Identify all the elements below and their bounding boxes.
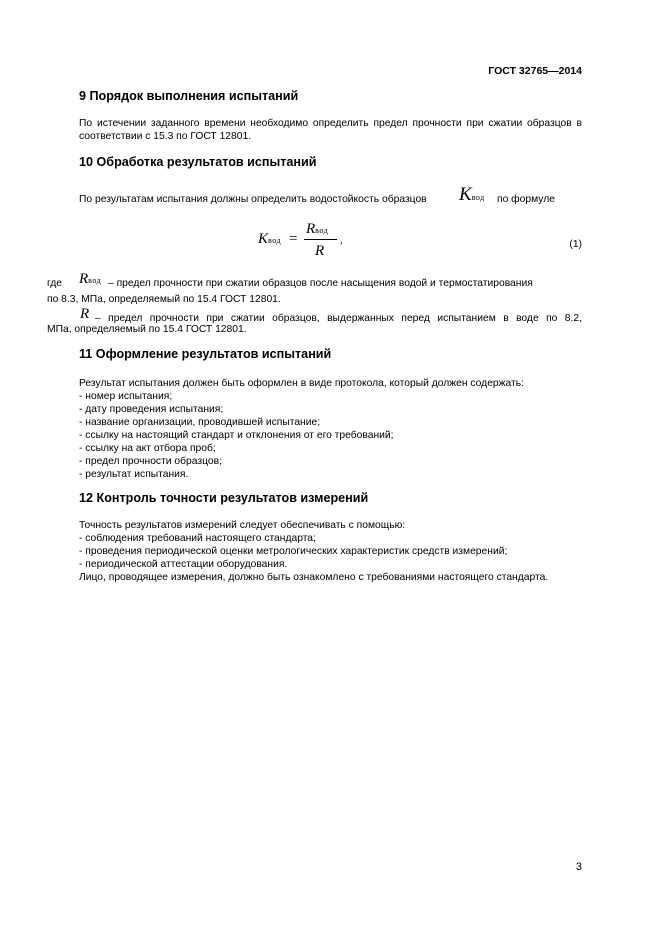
section-11-list: [79, 390, 394, 481]
list-item: - ссылку на настоящий стандарт и отклонения от его требований;: [79, 430, 394, 441]
formula-k-sub: вод: [268, 236, 282, 245]
section-12-closing-block: [47, 571, 582, 584]
formula-lhs: [258, 230, 281, 250]
intro-text: По результатам испытания должны определить водостойкость образцов: [79, 194, 427, 205]
formula-number: (1): [569, 239, 582, 250]
k-letter: K: [459, 184, 472, 205]
section-11-heading: 11 Оформление результатов испытаний: [79, 347, 332, 361]
section-9-paragraph: По истечении заданного времени необходимо определить предел прочности при сжатии образцов в соответствии с 15.3 по ГОСТ 12801.: [79, 118, 582, 142]
section-12-list: [79, 532, 507, 571]
formula-comma: ,: [340, 235, 343, 246]
formula-k: K: [258, 231, 269, 247]
formula-denominator: [315, 242, 324, 260]
def-r-line1: – предел прочности при сжатии образцов, выдержанных перед испытанием в воде по 8.2,: [95, 313, 582, 324]
def-r-sub: вод: [88, 276, 102, 285]
def-r-vod-line2: по 8.3, МПа, определяемый по 15.4 ГОСТ 12801.: [47, 294, 281, 305]
intro-formula-word: по формуле: [497, 194, 555, 205]
r-symbol: [80, 305, 89, 323]
section-12-intro: Точность результатов измерений следует обеспечивать с помощью:: [79, 520, 406, 531]
r-vod-symbol: [79, 270, 101, 290]
list-item: - номер испытания;: [79, 391, 173, 402]
document-header: ГОСТ 32765—2014: [488, 65, 582, 77]
list-item: - название организации, проводившей испытание;: [79, 417, 321, 428]
list-item: - результат испытания.: [79, 469, 189, 480]
def-r-line2: МПа, определяемый по 15.4 ГОСТ 12801.: [47, 324, 247, 335]
def-r-vod-line1: – предел прочности при сжатии образцов после насыщения водой и термостатирования: [108, 278, 533, 289]
list-item: - соблюдения требований настоящего стандарта;: [79, 533, 316, 544]
page-number: 3: [575, 861, 582, 873]
list-item: - периодической аттестации оборудования.: [79, 559, 288, 570]
formula-numerator: [306, 220, 328, 240]
def-r-letter: R: [79, 271, 89, 287]
formula-equals: =: [289, 231, 298, 247]
k-vod-symbol: [459, 184, 485, 209]
def2-r-letter: R: [80, 306, 90, 322]
numerator-sub: вод: [315, 226, 329, 235]
list-item: - ссылку на акт отбора проб;: [79, 443, 216, 454]
k-subscript: вод: [471, 193, 485, 202]
list-item: - предел прочности образцов;: [79, 456, 222, 467]
numerator-r: R: [306, 221, 316, 237]
fraction-bar: [304, 239, 337, 240]
section-11-intro: Результат испытания должен быть оформлен в виде протокола, который должен содержать:: [79, 378, 524, 389]
section-9-text: [47, 117, 582, 143]
section-10-intro: [79, 193, 427, 206]
section-12-closing: Лицо, проводящее измерения, должно быть ознакомлено с требованиями настоящего стандарта.: [79, 572, 549, 583]
list-item: - дату проведения испытания;: [79, 404, 224, 415]
section-10-heading: 10 Обработка результатов испытаний: [79, 155, 317, 169]
list-item: - проведения периодической оценки метрологических характеристик средств измерений;: [79, 546, 508, 557]
section-12-heading: 12 Контроль точности результатов измерений: [79, 491, 369, 505]
denominator-r: R: [315, 243, 325, 259]
section-9-heading: 9 Порядок выполнения испытаний: [79, 89, 299, 103]
where-word: где: [47, 278, 63, 289]
